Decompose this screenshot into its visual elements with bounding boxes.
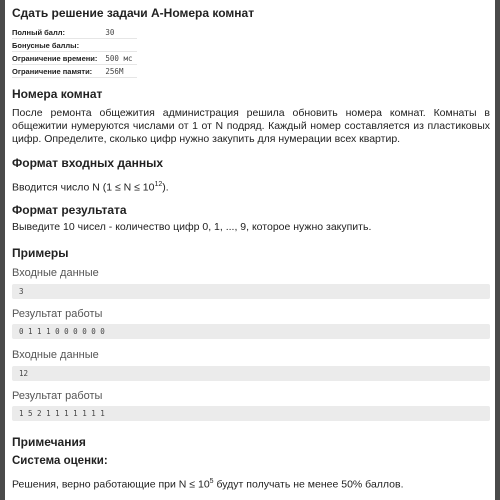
problem-properties-table — [12, 26, 137, 78]
property-label: Полный балл: — [12, 26, 101, 39]
input-format-heading: Формат входных данных — [12, 156, 164, 170]
output-format-text: Выведите 10 чисел - количество цифр 0, 1, ..., 9, которое нужно закупить. — [12, 221, 372, 233]
property-row — [12, 26, 137, 39]
property-value — [101, 39, 136, 52]
left-edge-strip — [0, 0, 5, 500]
example-input-box[interactable]: 3 — [12, 284, 490, 299]
property-value: 500 мс — [101, 52, 136, 65]
property-label: Ограничение памяти: — [12, 65, 101, 78]
example-output-box[interactable]: 1 5 2 1 1 1 1 1 1 1 — [12, 406, 490, 421]
problem-page — [12, 0, 490, 500]
scoring-text-end: будут получать не менее 50% баллов. — [213, 478, 404, 491]
example-output-box[interactable]: 0 1 1 1 0 0 0 0 0 0 — [12, 324, 490, 339]
input-format-text — [12, 178, 490, 195]
property-row — [12, 65, 137, 78]
example-input-label: Входные данные — [12, 267, 99, 279]
property-value: 256M — [101, 65, 136, 78]
example-input-label: Входные данные — [12, 349, 99, 361]
scoring-exponent: 5 — [209, 478, 214, 485]
examples-heading: Примеры — [12, 246, 69, 260]
example-input-box[interactable]: 12 — [12, 366, 490, 381]
input-format-text-end: ). — [162, 181, 169, 194]
input-format-text-main: Вводится число N (1 ≤ N ≤ 10 — [12, 181, 155, 194]
statement-text: После ремонта общежития администрация решила обновить номера комнат. Комнаты в общежитии нумеруются числами от 1 от N подряд. Каждый номер составляется из пластиковых цифр. Определите, сколько цифр нужно закупить для нумерации всех квартир. — [12, 107, 490, 145]
example-output-label: Результат работы — [12, 308, 103, 320]
property-row — [12, 39, 137, 52]
scoring-subheading: Система оценки: — [12, 455, 108, 467]
scoring-text — [12, 475, 490, 492]
input-format-exponent: 12 — [154, 181, 163, 188]
notes-heading: Примечания — [12, 435, 86, 449]
property-label: Ограничение времени: — [12, 52, 101, 65]
scoring-text-main: Решения, верно работающие при N ≤ 10 — [12, 478, 210, 491]
property-label: Бонусные баллы: — [12, 39, 101, 52]
property-value: 30 — [101, 26, 136, 39]
output-format-heading: Формат результата — [12, 203, 127, 217]
statement-heading: Номера комнат — [12, 87, 103, 101]
right-edge-strip — [495, 0, 500, 500]
property-row — [12, 52, 137, 65]
page-title: Сдать решение задачи A-Номера комнат — [12, 6, 255, 20]
example-output-label: Результат работы — [12, 390, 103, 402]
